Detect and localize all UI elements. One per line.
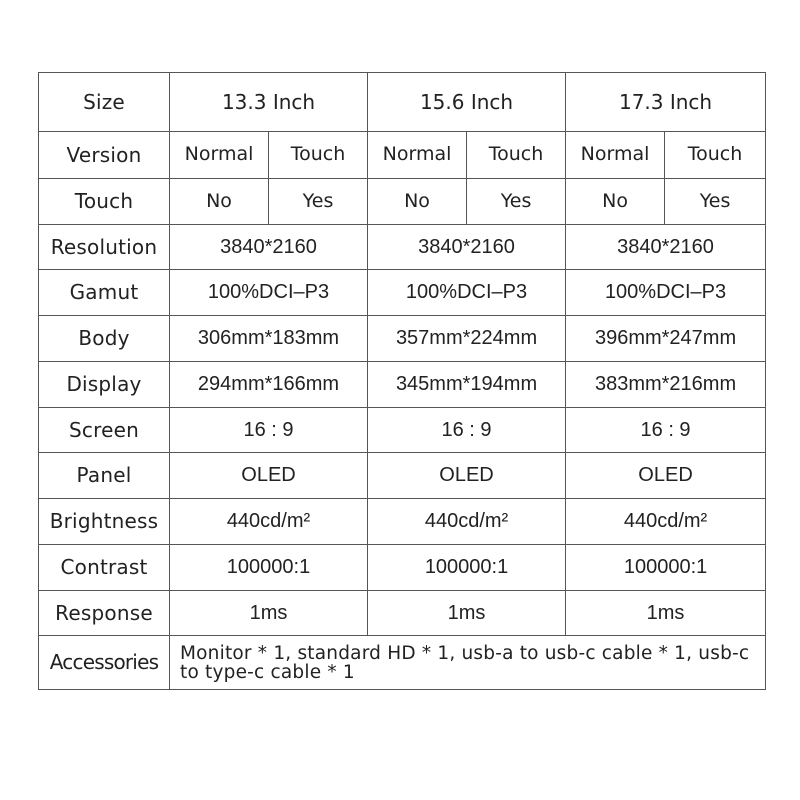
size-17-3-header: 17.3 Inch [566, 73, 766, 132]
value-cell: OLED [170, 453, 368, 499]
value-cell: 440cd/m² [566, 499, 766, 545]
value-cell: 294mm*166mm [170, 362, 368, 408]
value-cell: 357mm*224mm [368, 316, 566, 362]
value-cell: 100000:1 [170, 545, 368, 591]
value-cell: OLED [368, 453, 566, 499]
value-cell: 383mm*216mm [566, 362, 766, 408]
value-cell: 396mm*247mm [566, 316, 766, 362]
touch-cell: No [170, 179, 269, 225]
version-cell: Normal [566, 132, 665, 179]
value-cell: 16 : 9 [368, 408, 566, 453]
contrast-row [39, 545, 766, 591]
version-cell: Normal [170, 132, 269, 179]
value-cell: 1ms [566, 591, 766, 636]
size-row [39, 73, 766, 132]
touch-cell: Yes [269, 179, 368, 225]
row-label: Resolution [39, 225, 170, 270]
touch-label: Touch [39, 179, 170, 225]
value-cell: 100%DCI–P3 [368, 270, 566, 316]
row-label: Contrast [39, 545, 170, 591]
spec-table [38, 72, 766, 690]
value-cell: OLED [566, 453, 766, 499]
version-cell: Touch [467, 132, 566, 179]
value-cell: 3840*2160 [170, 225, 368, 270]
version-cell: Touch [269, 132, 368, 179]
row-label: Screen [39, 408, 170, 453]
row-label: Display [39, 362, 170, 408]
size-15-6-header: 15.6 Inch [368, 73, 566, 132]
value-cell: 100000:1 [368, 545, 566, 591]
display-row [39, 362, 766, 408]
row-label: Panel [39, 453, 170, 499]
body-row [39, 316, 766, 362]
version-cell: Normal [368, 132, 467, 179]
value-cell: 440cd/m² [368, 499, 566, 545]
touch-cell: No [566, 179, 665, 225]
value-cell: 100%DCI–P3 [566, 270, 766, 316]
version-cell: Touch [665, 132, 766, 179]
brightness-row [39, 499, 766, 545]
touch-cell: Yes [467, 179, 566, 225]
value-cell: 1ms [368, 591, 566, 636]
row-label: Body [39, 316, 170, 362]
screen-row [39, 408, 766, 453]
value-cell: 345mm*194mm [368, 362, 566, 408]
response-row [39, 591, 766, 636]
size-label: Size [39, 73, 170, 132]
size-13-3-header: 13.3 Inch [170, 73, 368, 132]
value-cell: 306mm*183mm [170, 316, 368, 362]
touch-row [39, 179, 766, 225]
accessories-text: Monitor * 1, standard HD * 1, usb-a to usb-c cable * 1, usb-c to type-c cable * 1 [170, 636, 766, 690]
resolution-row [39, 225, 766, 270]
version-label: Version [39, 132, 170, 179]
value-cell: 16 : 9 [170, 408, 368, 453]
gamut-row [39, 270, 766, 316]
row-label: Brightness [39, 499, 170, 545]
panel-row [39, 453, 766, 499]
value-cell: 16 : 9 [566, 408, 766, 453]
row-label: Response [39, 591, 170, 636]
touch-cell: No [368, 179, 467, 225]
value-cell: 440cd/m² [170, 499, 368, 545]
value-cell: 1ms [170, 591, 368, 636]
value-cell: 100%DCI–P3 [170, 270, 368, 316]
value-cell: 3840*2160 [368, 225, 566, 270]
version-row [39, 132, 766, 179]
value-cell: 100000:1 [566, 545, 766, 591]
value-cell: 3840*2160 [566, 225, 766, 270]
touch-cell: Yes [665, 179, 766, 225]
accessories-label: Accessories [39, 636, 170, 690]
accessories-row [39, 636, 766, 690]
row-label: Gamut [39, 270, 170, 316]
